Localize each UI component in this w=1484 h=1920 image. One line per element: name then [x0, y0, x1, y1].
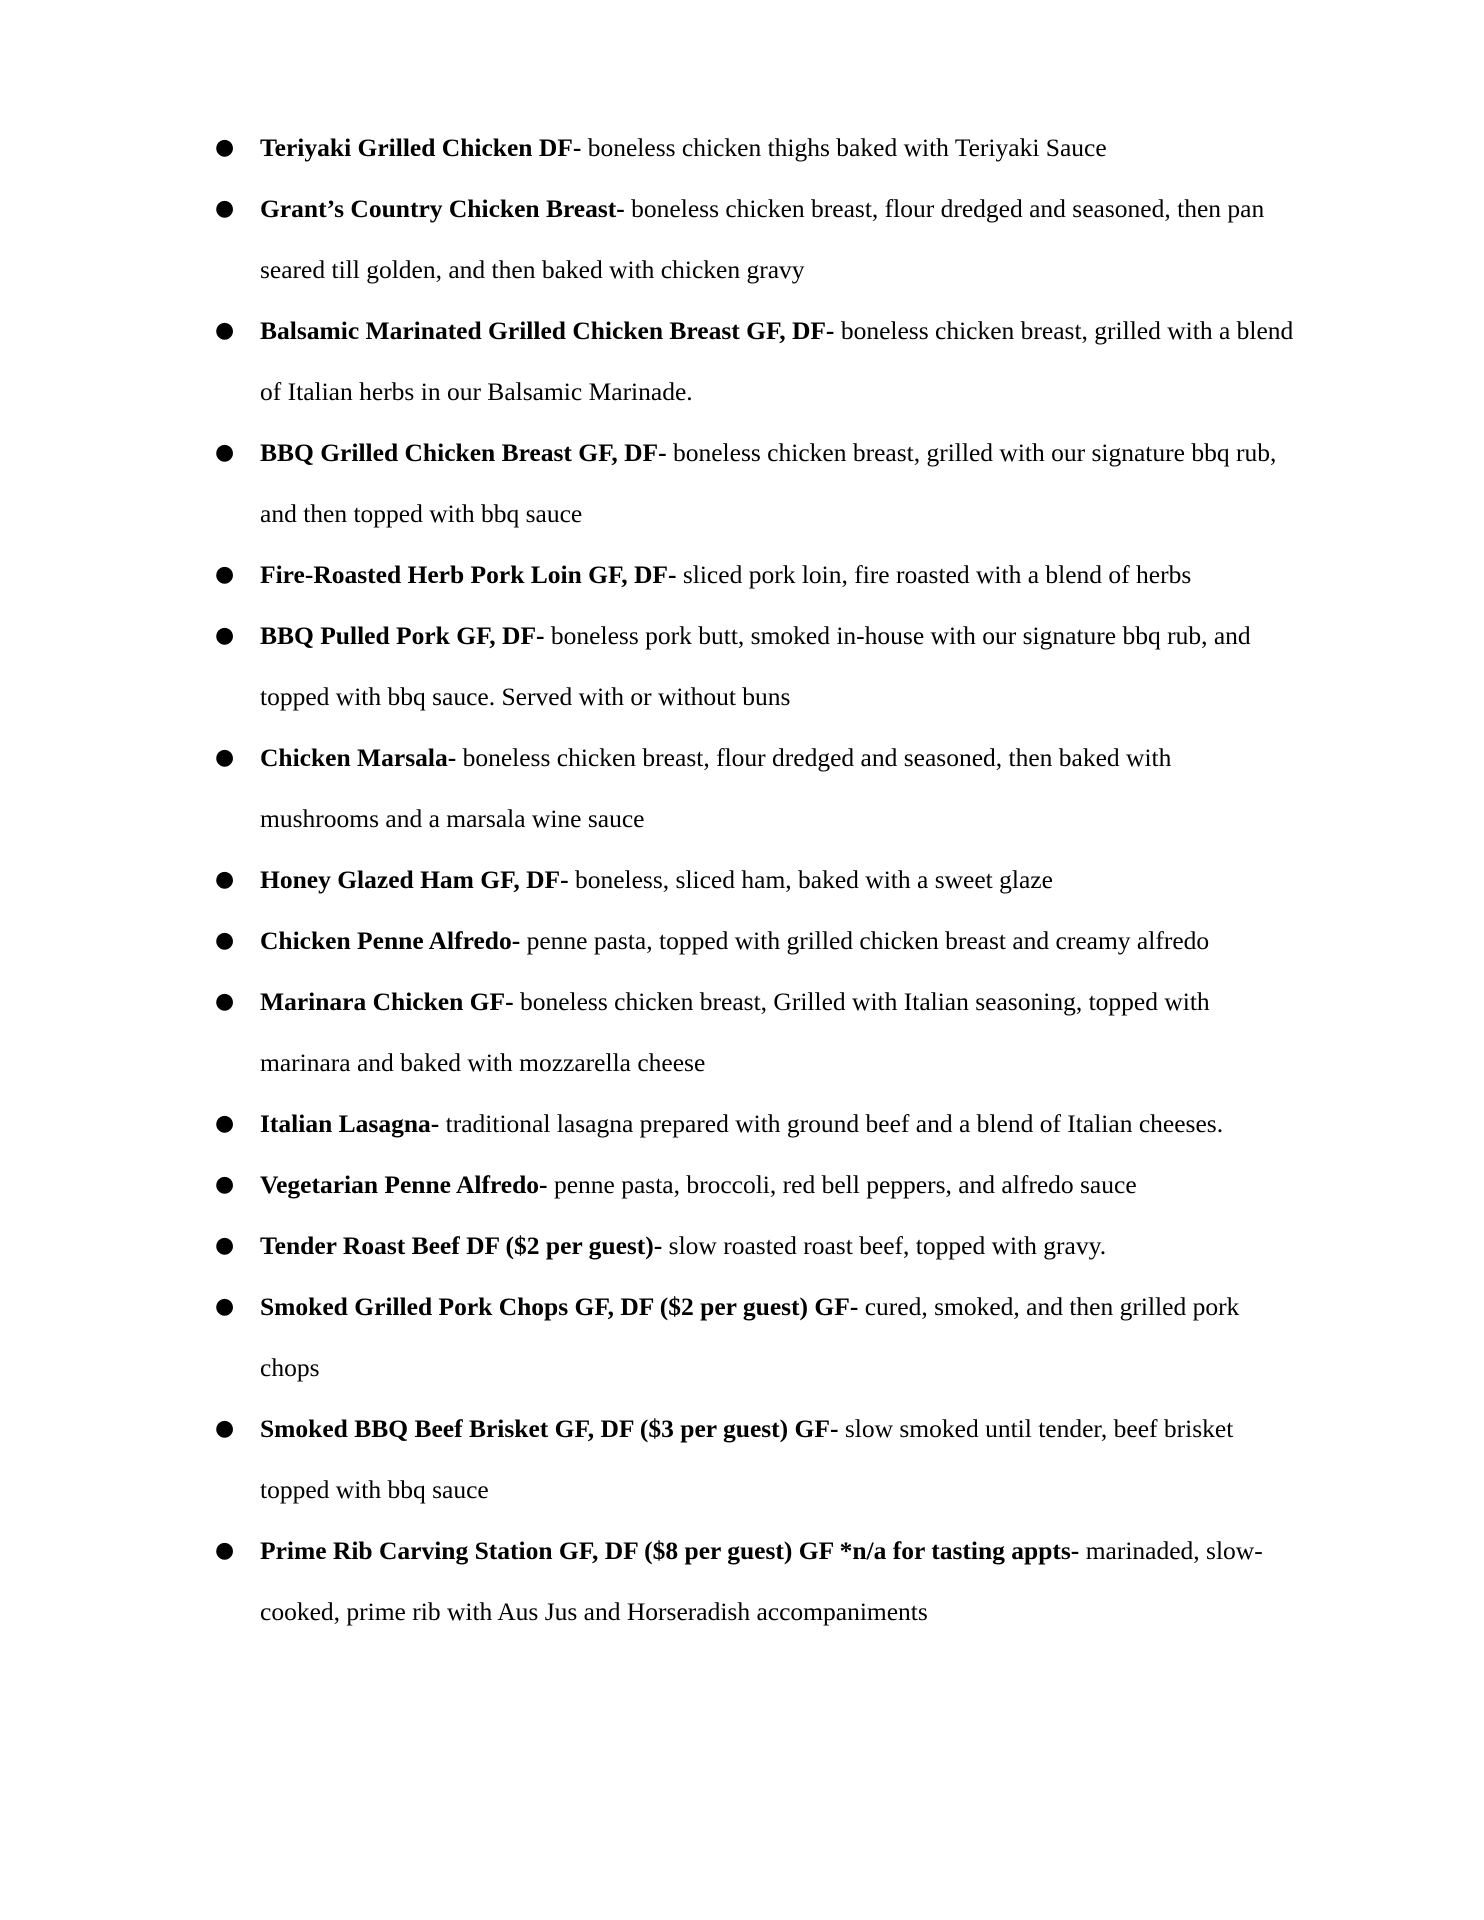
bullet-icon: ●: [215, 745, 235, 770]
item-description: marinaded, slow- cooked, prime rib with Aus Jus and Horseradish accompaniments: [260, 1536, 1263, 1626]
menu-item-teriyaki-grilled-chicken: [215, 117, 1295, 178]
item-name: Grant’s Country Chicken Breast-: [260, 194, 625, 223]
bullet-icon: ●: [215, 1294, 235, 1319]
menu-item-italian-lasagna: [215, 1093, 1295, 1154]
item-name: Fire-Roasted Herb Pork Loin GF, DF-: [260, 560, 677, 589]
item-description: cured, smoked, and then grilled pork chops: [260, 1292, 1240, 1382]
item-description: slow roasted roast beef, topped with gravy.: [662, 1231, 1107, 1260]
item-name: Smoked Grilled Pork Chops GF, DF ($2 per guest) GF-: [260, 1292, 859, 1321]
item-description: boneless chicken breast, flour dredged and seasoned, then baked with mushrooms and a marsala wine sauce: [260, 743, 1172, 833]
item-name: Smoked BBQ Beef Brisket GF, DF ($3 per guest) GF-: [260, 1414, 839, 1443]
item-description: penne pasta, broccoli, red bell peppers, and alfredo sauce: [547, 1170, 1137, 1199]
bullet-icon: ●: [215, 1172, 235, 1197]
menu-item-marinara-chicken: [215, 971, 1295, 1093]
item-description: boneless chicken breast, Grilled with Italian seasoning, topped with marinara and baked with mozzarella cheese: [260, 987, 1210, 1077]
item-name: Teriyaki Grilled Chicken DF-: [260, 133, 588, 162]
menu-item-chicken-penne-alfredo: [215, 910, 1295, 971]
menu-item-tender-roast-beef: [215, 1215, 1295, 1276]
item-name: Chicken Penne Alfredo-: [260, 926, 521, 955]
item-description: boneless chicken breast, grilled with our signature bbq rub, and then topped with bbq sauce: [260, 438, 1277, 528]
item-description: penne pasta, topped with grilled chicken breast and creamy alfredo: [520, 926, 1210, 955]
menu-item-smoked-grilled-pork-chops: [215, 1276, 1295, 1398]
bullet-icon: ●: [215, 196, 235, 221]
item-description: boneless chicken breast, flour dredged and seasoned, then pan seared till golden, and then baked with chicken gravy: [260, 194, 1265, 284]
item-description: slow smoked until tender, beef brisket topped with bbq sauce: [260, 1414, 1234, 1504]
menu-item-honey-glazed-ham: [215, 849, 1295, 910]
item-name: Marinara Chicken GF-: [260, 987, 520, 1016]
item-name: BBQ Pulled Pork GF, DF-: [260, 621, 545, 650]
item-name: Honey Glazed Ham GF, DF-: [260, 865, 569, 894]
item-name: Prime Rib Carving Station GF, DF ($8 per guest) GF *n/a for tasting appts-: [260, 1536, 1080, 1565]
bullet-icon: ●: [215, 562, 235, 587]
menu-item-fire-roasted-pork-loin: [215, 544, 1295, 605]
menu-item-bbq-pulled-pork: [215, 605, 1295, 727]
item-name: Italian Lasagna-: [260, 1109, 440, 1138]
bullet-icon: ●: [215, 989, 235, 1014]
bullet-icon: ●: [215, 1111, 235, 1136]
item-name: Tender Roast Beef DF ($2 per guest)-: [260, 1231, 663, 1260]
item-description: sliced pork loin, fire roasted with a blend of herbs: [676, 560, 1192, 589]
menu-item-bbq-grilled-chicken-breast: [215, 422, 1295, 544]
menu-item-chicken-marsala: [215, 727, 1295, 849]
item-name: BBQ Grilled Chicken Breast GF, DF-: [260, 438, 667, 467]
bullet-icon: ●: [215, 1416, 235, 1441]
item-description: boneless pork butt, smoked in-house with our signature bbq rub, and topped with bbq sauce. Served with or without buns: [260, 621, 1251, 711]
bullet-icon: ●: [215, 318, 235, 343]
menu-item-vegetarian-penne-alfredo: [215, 1154, 1295, 1215]
bullet-icon: ●: [215, 1233, 235, 1258]
item-name: Vegetarian Penne Alfredo-: [260, 1170, 548, 1199]
bullet-icon: ●: [215, 867, 235, 892]
menu-item-balsamic-marinated-chicken: [215, 300, 1295, 422]
bullet-icon: ●: [215, 440, 235, 465]
bullet-icon: ●: [215, 928, 235, 953]
item-description: traditional lasagna prepared with ground beef and a blend of Italian cheeses.: [439, 1109, 1224, 1138]
item-description: boneless chicken thighs baked with Teriyaki Sauce: [587, 133, 1107, 162]
menu-item-smoked-bbq-beef-brisket: [215, 1398, 1295, 1520]
item-description: boneless chicken breast, grilled with a blend of Italian herbs in our Balsamic Marinade.: [260, 316, 1294, 406]
bullet-icon: ●: [215, 623, 235, 648]
item-description: boneless, sliced ham, baked with a sweet glaze: [568, 865, 1053, 894]
menu-item-grants-country-chicken-breast: [215, 178, 1295, 300]
bullet-icon: ●: [215, 135, 235, 160]
menu-item-prime-rib-carving-station: [215, 1520, 1295, 1642]
item-name: Chicken Marsala-: [260, 743, 457, 772]
entree-menu-list: [215, 117, 1295, 1642]
bullet-icon: ●: [215, 1538, 235, 1563]
item-name: Balsamic Marinated Grilled Chicken Breast GF, DF-: [260, 316, 835, 345]
